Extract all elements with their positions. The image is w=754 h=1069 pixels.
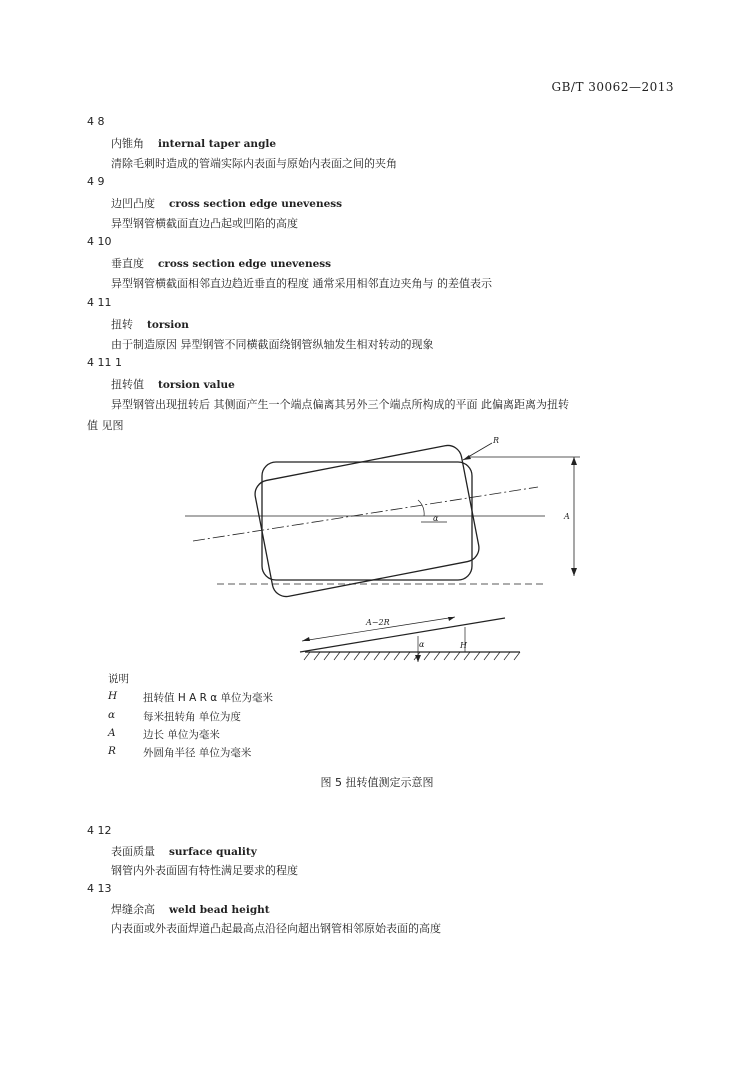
term-definition: 异型钢管横截面相邻直边趋近垂直的程度 通常采用相邻直边夹角与 的差值表示 (111, 277, 492, 290)
clause-number: 4 12 (87, 824, 112, 837)
legend-text: 边长 单位为毫米 (143, 729, 220, 741)
term-title (111, 843, 257, 859)
clause-number: 4 10 (87, 235, 112, 248)
legend-key: R (108, 745, 116, 757)
legend-key: H (108, 690, 118, 702)
clause-number: 4 11 1 (87, 356, 122, 369)
legend-text: 扭转值 H A R α 单位为毫米 (143, 692, 273, 704)
term-en: torsion value (158, 379, 235, 391)
dimension-arrow-bottom (571, 568, 577, 576)
term-cn: 扭转值 (111, 378, 144, 391)
dimension-arrow-top (571, 457, 577, 465)
incline-line (300, 618, 505, 652)
term-cn: 内锥角 (111, 137, 144, 150)
term-cn: 扭转 (111, 318, 133, 331)
section-outline-upright (262, 462, 472, 580)
term-definition: 异型钢管出现扭转后 其侧面产生一个端点偏离其另外三个端点所构成的平面 此偏离距离为扭转 (111, 398, 569, 411)
term-en: weld bead height (169, 904, 270, 916)
term-en: internal taper angle (158, 138, 277, 150)
legend-key: α (108, 709, 116, 721)
section-outline-tilted (253, 443, 482, 599)
term-cn: 焊缝余高 (111, 903, 155, 916)
term-en: cross section edge uneveness (158, 258, 332, 270)
term-cn: 垂直度 (111, 257, 144, 270)
alpha-arrow (415, 655, 421, 662)
term-definition: 钢管内外表面固有特性满足要求的程度 (111, 864, 298, 877)
term-en: cross section edge uneveness (169, 198, 343, 210)
label-H: H (460, 641, 467, 650)
term-cn: 表面质量 (111, 845, 155, 858)
term-definition: 内表面或外表面焊道凸起最高点沿径向超出钢管相邻原始表面的高度 (111, 922, 441, 935)
label-A-2R: A−2R (366, 618, 390, 627)
label-R: R (493, 436, 500, 445)
label-A: A (564, 512, 570, 521)
legend-key: A (108, 727, 116, 739)
term-en: torsion (147, 319, 189, 331)
clause-number: 4 9 (87, 175, 105, 188)
term-definition: 异型钢管横截面直边凸起或凹陷的高度 (111, 217, 298, 230)
term-definition-continued: 值 见图 (87, 419, 124, 432)
clause-number: 4 13 (87, 882, 112, 895)
legend-text: 每米扭转角 单位为度 (143, 711, 241, 723)
term-title (111, 901, 270, 917)
legend-text: 外圆角半径 单位为毫米 (143, 747, 252, 759)
term-definition: 清除毛刺时造成的管端实际内表面与原始内表面之间的夹角 (111, 157, 397, 170)
ground-hatch (304, 652, 520, 660)
legend-title: 说明 (108, 673, 129, 685)
label-alpha: α (433, 514, 439, 523)
term-en: surface quality (169, 846, 257, 858)
inclined-axis (193, 487, 538, 541)
incline-arrow-left (302, 637, 310, 641)
incline-arrow-right (448, 617, 455, 621)
term-cn: 边凹凸度 (111, 197, 155, 210)
label-alpha-lower: α (419, 640, 425, 649)
standard-number: GB/T 30062—2013 (551, 80, 674, 94)
figure-caption: 图 5 扭转值测定示意图 (320, 776, 434, 789)
angle-arc (418, 500, 424, 516)
clause-number: 4 11 (87, 296, 112, 309)
clause-number: 4 8 (87, 115, 105, 128)
term-definition: 由于制造原因 异型钢管不同横截面绕钢管纵轴发生相对转动的现象 (111, 338, 434, 351)
